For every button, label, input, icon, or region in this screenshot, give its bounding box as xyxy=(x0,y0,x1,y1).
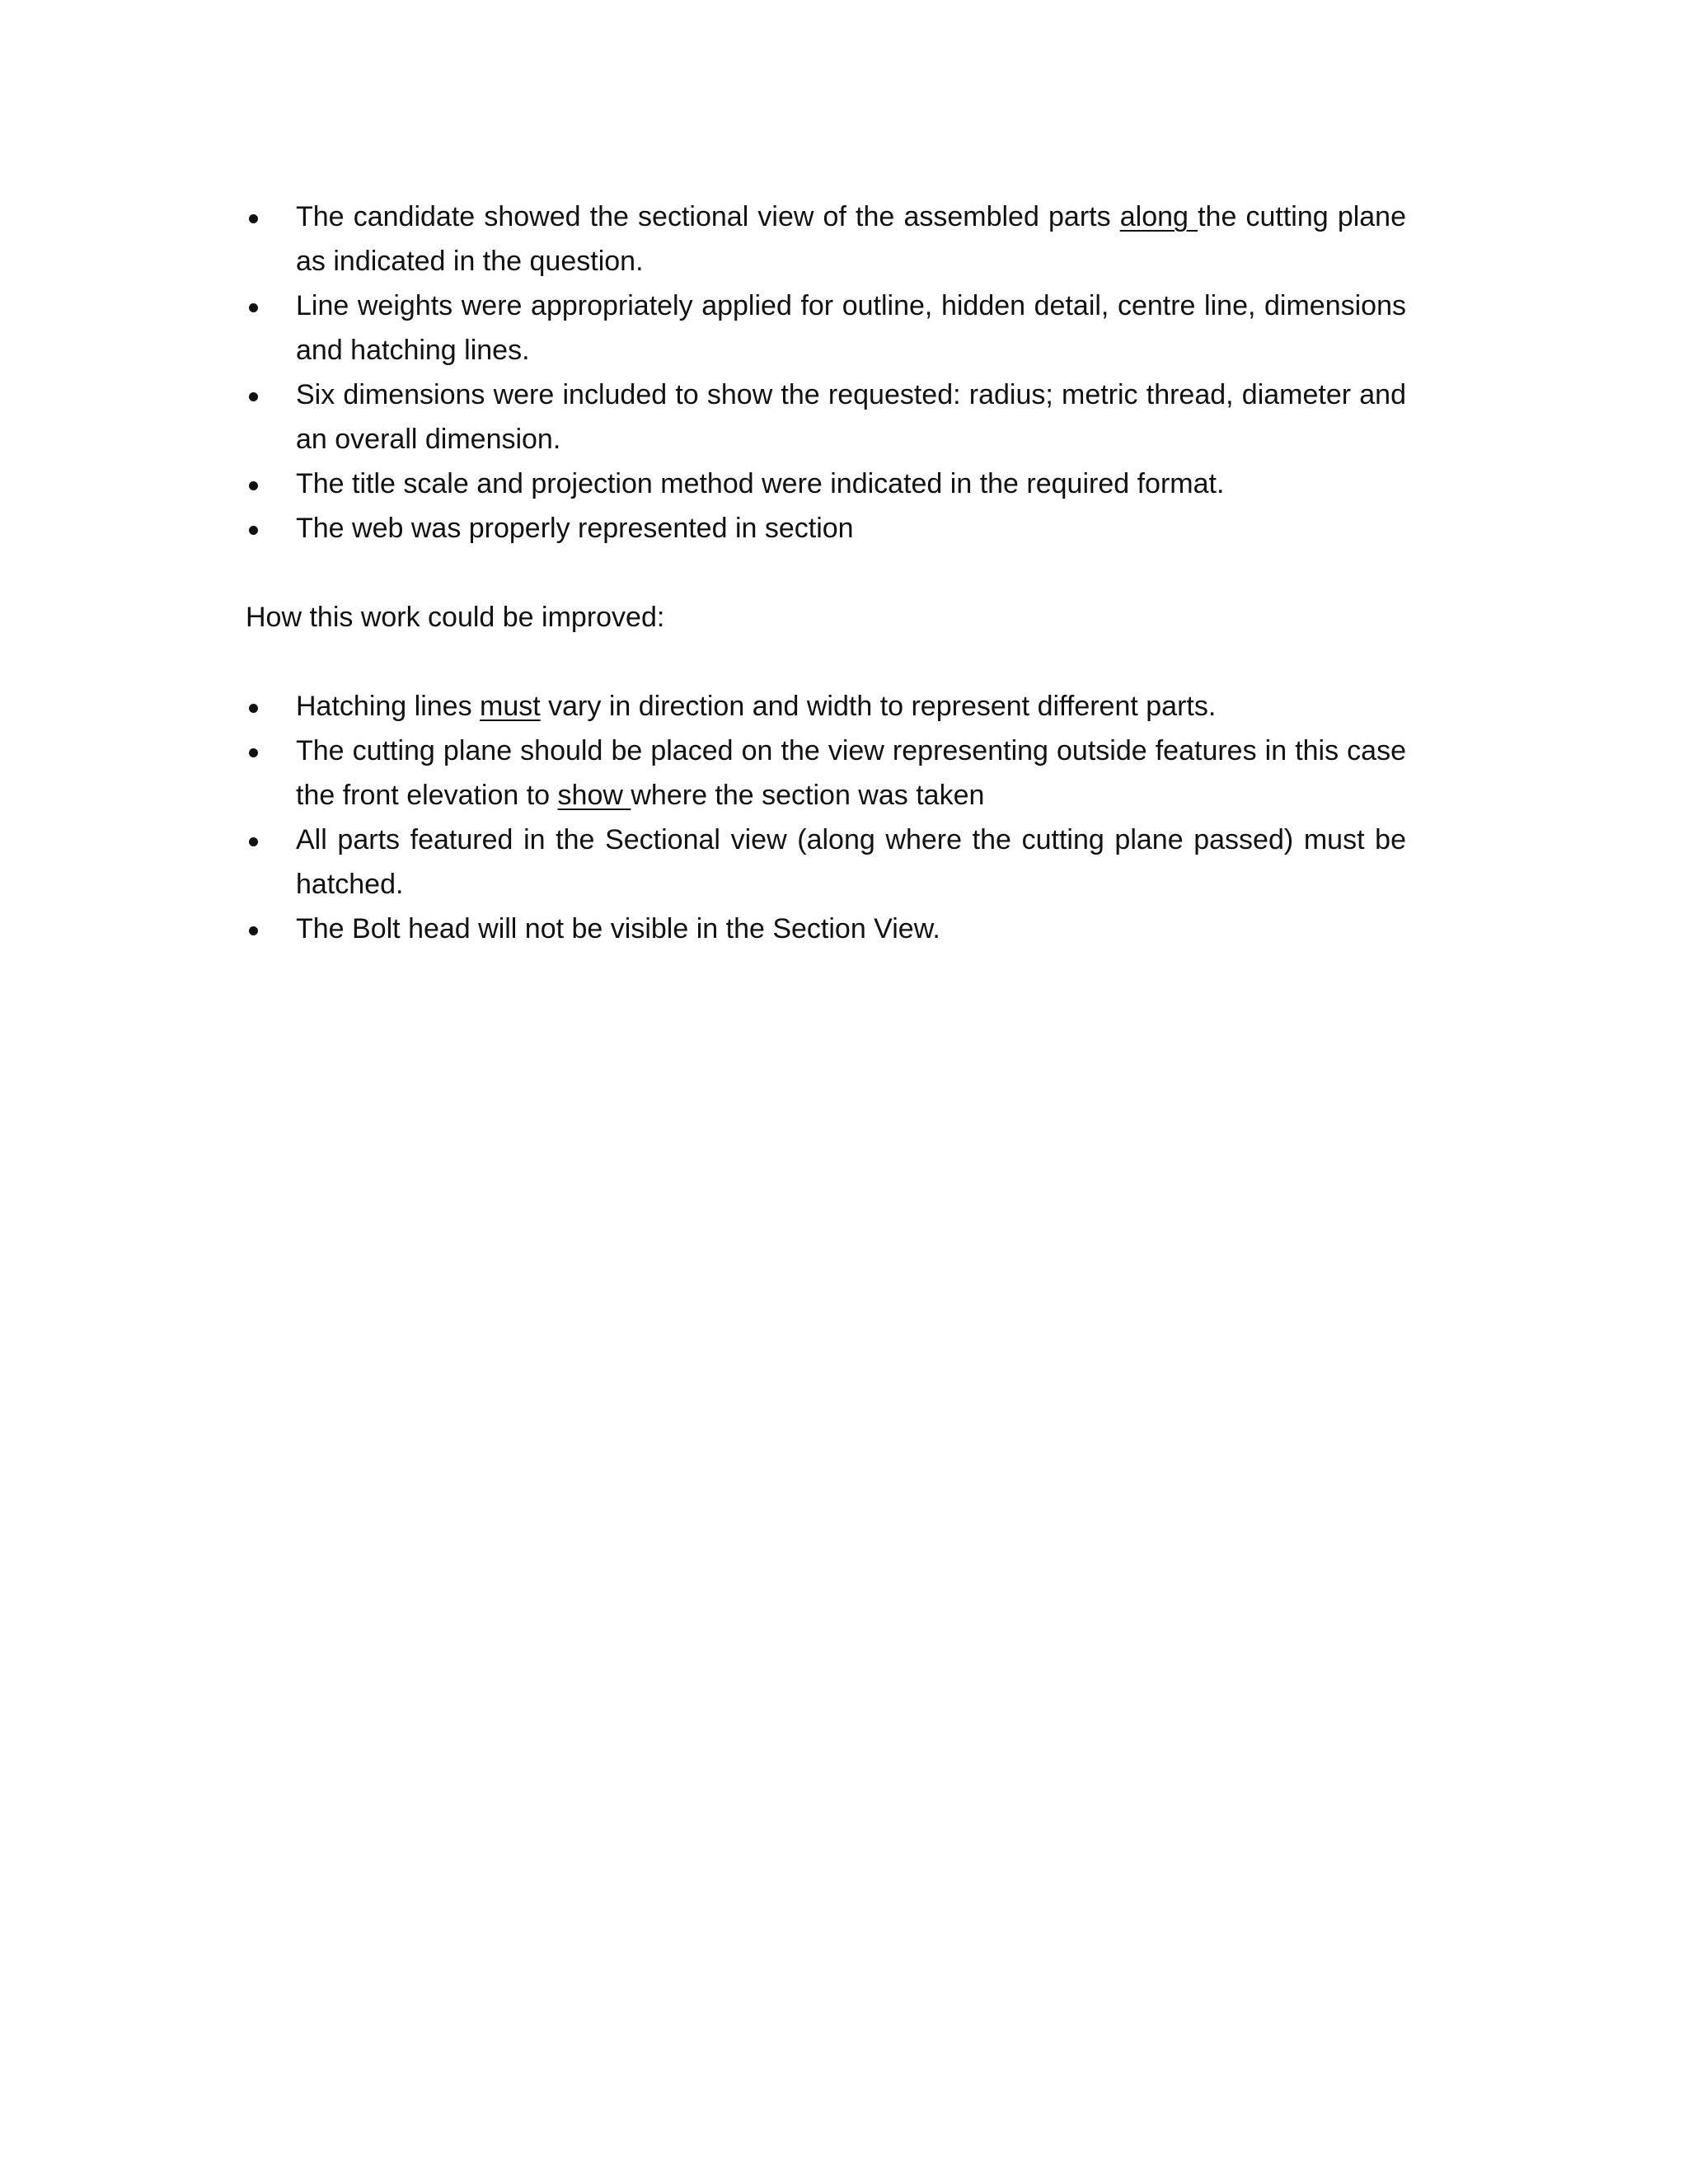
list-item: Six dimensions were included to show the requested: radius; metric thread, diameter and an overall dimension. xyxy=(246,373,1406,462)
bullet-icon xyxy=(249,704,258,713)
list-item: Line weights were appropriately applied for outline, hidden detail, centre line, dimensions and hatching lines. xyxy=(246,284,1406,373)
bullet-icon xyxy=(249,926,258,935)
list-item: The candidate showed the sectional view of the assembled parts along the cutting plane as indicated in the question. xyxy=(246,194,1406,284)
bullet-icon xyxy=(249,303,258,312)
bullet-icon xyxy=(249,526,258,535)
bullet-icon xyxy=(249,392,258,401)
list-item: The title scale and projection method were indicated in the required format. xyxy=(246,462,1406,506)
list-item: The Bolt head will not be visible in the Section View. xyxy=(246,907,1406,951)
strengths-list xyxy=(246,194,1406,551)
bullet-icon xyxy=(249,748,258,757)
improvement-heading: How this work could be improved: xyxy=(246,602,665,633)
improvements-list xyxy=(246,684,1406,951)
bullet-icon xyxy=(249,214,258,223)
list-item: Hatching lines must vary in direction and width to represent different parts. xyxy=(246,684,1406,729)
list-item: All parts featured in the Sectional view (along where the cutting plane passed) must be hatched. xyxy=(246,818,1406,907)
list-item: The cutting plane should be placed on the view representing outside features in this case the front elevation to show where the section was taken xyxy=(246,729,1406,818)
bullet-icon xyxy=(249,837,258,846)
bullet-icon xyxy=(249,481,258,490)
list-item: The web was properly represented in section xyxy=(246,506,1406,551)
document-page xyxy=(246,194,1406,951)
